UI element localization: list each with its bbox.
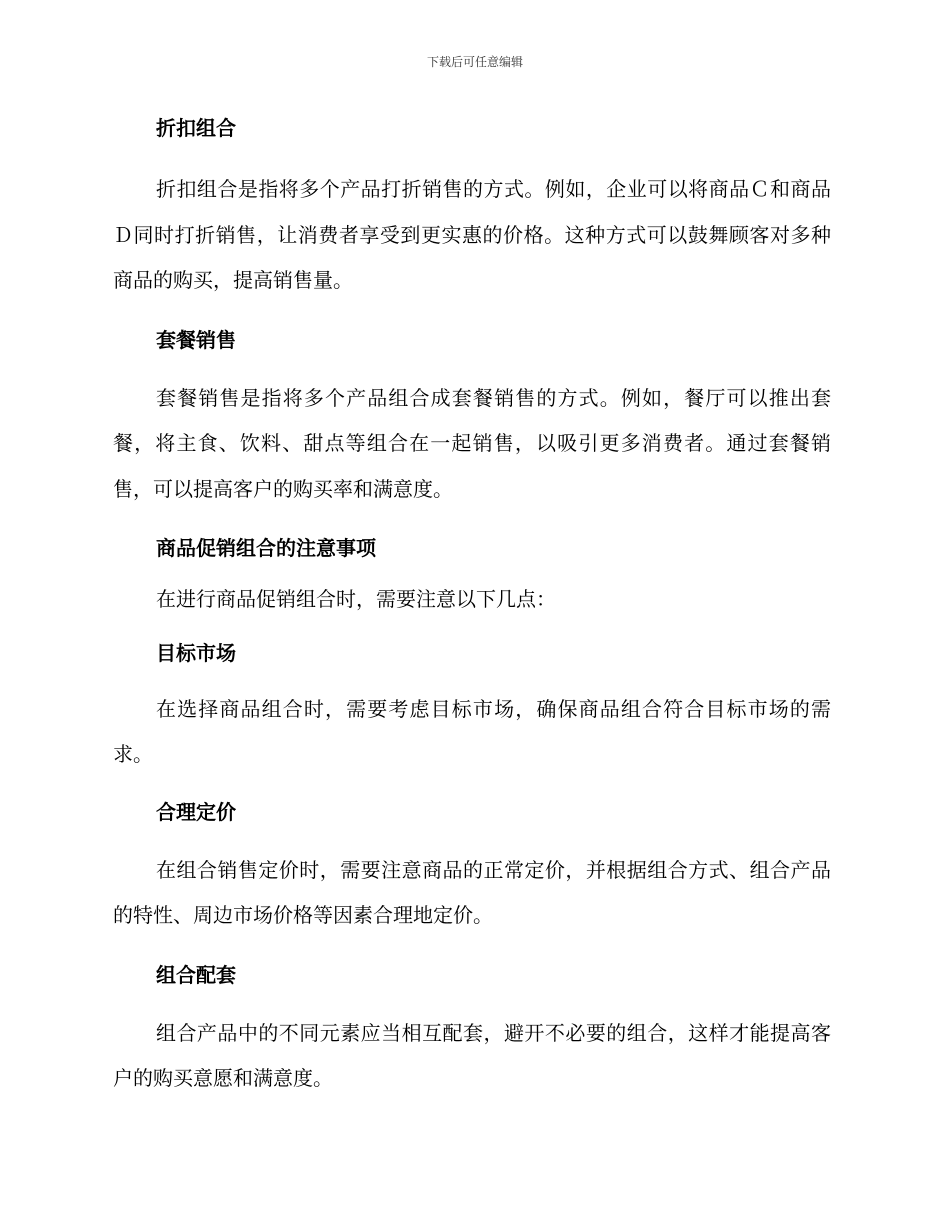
section-heading: 组合配套	[156, 962, 236, 987]
section-heading: 合理定价	[156, 799, 236, 824]
section-paragraph: 套餐销售是指将多个产品组合成套餐销售的方式。例如，餐厅可以推出套餐，将主食、饮料、甜点等组合在一起销售，以吸引更多消费者。通过套餐销售，可以提高客户的购买率和满意度。	[113, 385, 831, 501]
section-paragraph: 组合产品中的不同元素应当相互配套，避开不必要的组合，这样才能提高客户的购买意愿和满意度。	[113, 1020, 831, 1090]
section-heading: 目标市场	[156, 640, 236, 665]
section-paragraph: 在进行商品促销组合时，需要注意以下几点：	[156, 587, 556, 611]
section-heading: 套餐销售	[156, 327, 236, 352]
section-paragraph: 在组合销售定价时，需要注意商品的正常定价，并根据组合方式、组合产品的特性、周边市场价格等因素合理地定价。	[113, 857, 831, 927]
document-body	[113, 110, 831, 1102]
section-heading: 商品促销组合的注意事项	[156, 536, 376, 560]
page-header: 下载后可任意编辑	[426, 55, 523, 69]
section-paragraph: 在选择商品组合时，需要考虑目标市场，确保商品组合符合目标市场的需求。	[113, 696, 831, 766]
section-heading: 折扣组合	[156, 116, 236, 140]
section-paragraph: 折扣组合是指将多个产品打折销售的方式。例如，企业可以将商品Ｃ和商品Ｄ同时打折销售，让消费者享受到更实惠的价格。这种方式可以鼓舞顾客对多种商品的购买，提高销售量。	[113, 177, 831, 292]
